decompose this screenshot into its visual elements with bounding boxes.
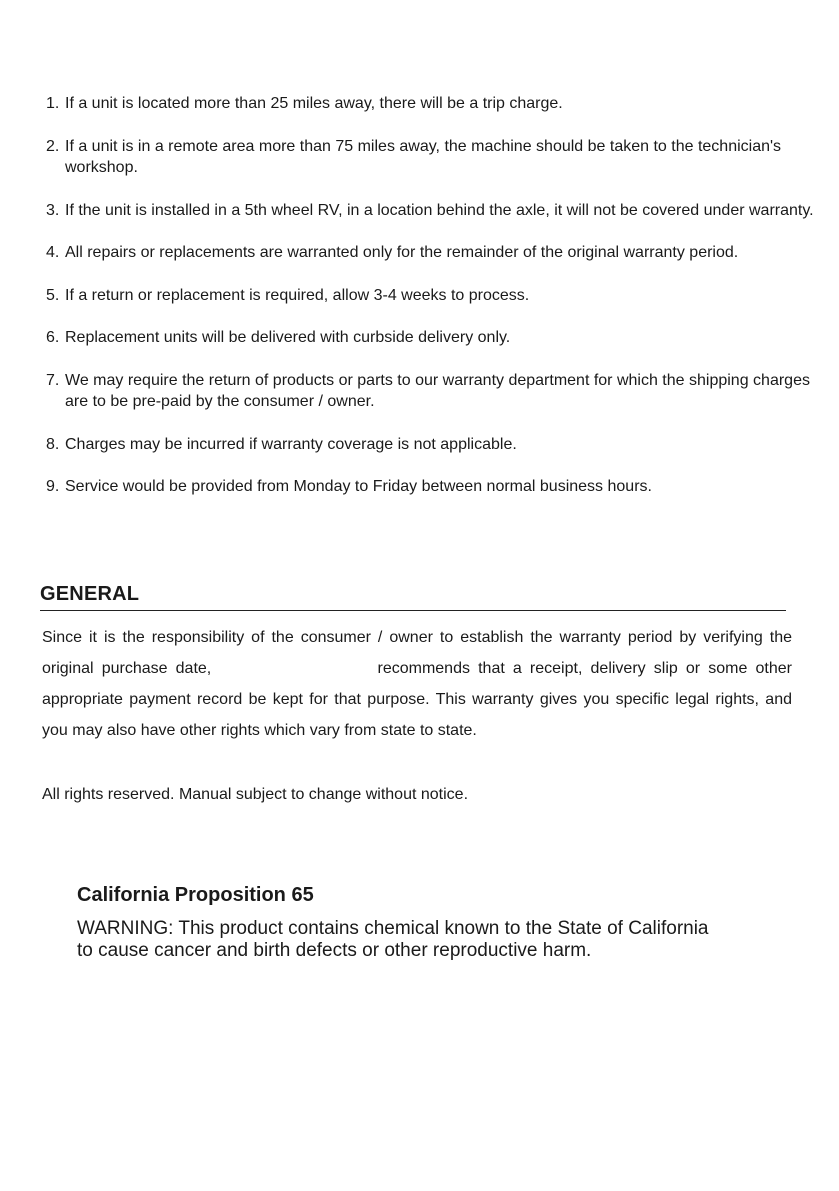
- term-number: 7.: [46, 371, 60, 389]
- term-number: 6.: [46, 329, 60, 346]
- general-heading: GENERAL: [40, 583, 140, 605]
- general-paragraph: [42, 622, 792, 746]
- term-number: 4.: [46, 244, 60, 261]
- term-item: [46, 200, 816, 222]
- term-number: 1.: [46, 95, 60, 112]
- term-number: 5.: [46, 286, 60, 304]
- term-number: 2.: [46, 137, 60, 155]
- term-text: Service would be provided from Monday to Friday between normal business hours.: [65, 478, 652, 495]
- term-text: If a unit is located more than 25 miles away, there will be a trip charge.: [65, 95, 563, 112]
- term-item: [46, 476, 816, 498]
- rights-notice: All rights reserved. Manual subject to change without notice.: [42, 786, 469, 803]
- term-item: [46, 242, 816, 264]
- prop65-warning-line-1: WARNING: This product contains chemical known to the State of California: [77, 918, 709, 939]
- term-text: We may require the return of products or parts to our warranty department for which the shipping charges are to be pre-paid by the consumer / owner.: [65, 371, 810, 410]
- term-number: 8.: [46, 435, 60, 453]
- term-number: 9.: [46, 478, 60, 495]
- term-item: [46, 136, 816, 179]
- general-text-part1: Since it is the responsibility of the consumer / owner to establish the warranty period by verifying the original purchase date,: [42, 629, 792, 677]
- prop65-warning-line-2: to cause cancer and birth defects or other reproductive harm.: [77, 940, 592, 961]
- term-text: Charges may be incurred if warranty coverage is not applicable.: [65, 435, 517, 453]
- term-text: All repairs or replacements are warranted only for the remainder of the original warranty period.: [65, 244, 739, 261]
- term-item: [46, 434, 816, 456]
- term-text: If a return or replacement is required, allow 3-4 weeks to process.: [65, 286, 530, 304]
- term-number: 3.: [46, 201, 60, 219]
- warranty-terms-list: [46, 93, 816, 519]
- general-text-part2: recommends that a receipt, delivery slip or some other appropriate payment record be kept for that purpose. This warranty gives you specific legal rights, and you may also have other rights which vary from state to state.: [42, 660, 792, 739]
- term-item: [46, 370, 816, 413]
- term-item: [46, 285, 816, 307]
- term-text: If the unit is installed in a 5th wheel RV, in a location behind the axle, it will not be covered under warranty.: [65, 201, 814, 219]
- term-text: Replacement units will be delivered with curbside delivery only.: [65, 329, 511, 346]
- term-item: [46, 93, 816, 115]
- term-text: If a unit is in a remote area more than 75 miles away, the machine should be taken to the technician's workshop.: [65, 137, 782, 176]
- section-divider: [40, 610, 786, 611]
- term-item: [46, 327, 816, 349]
- prop65-warning: [77, 918, 777, 962]
- prop65-title: California Proposition 65: [77, 884, 314, 906]
